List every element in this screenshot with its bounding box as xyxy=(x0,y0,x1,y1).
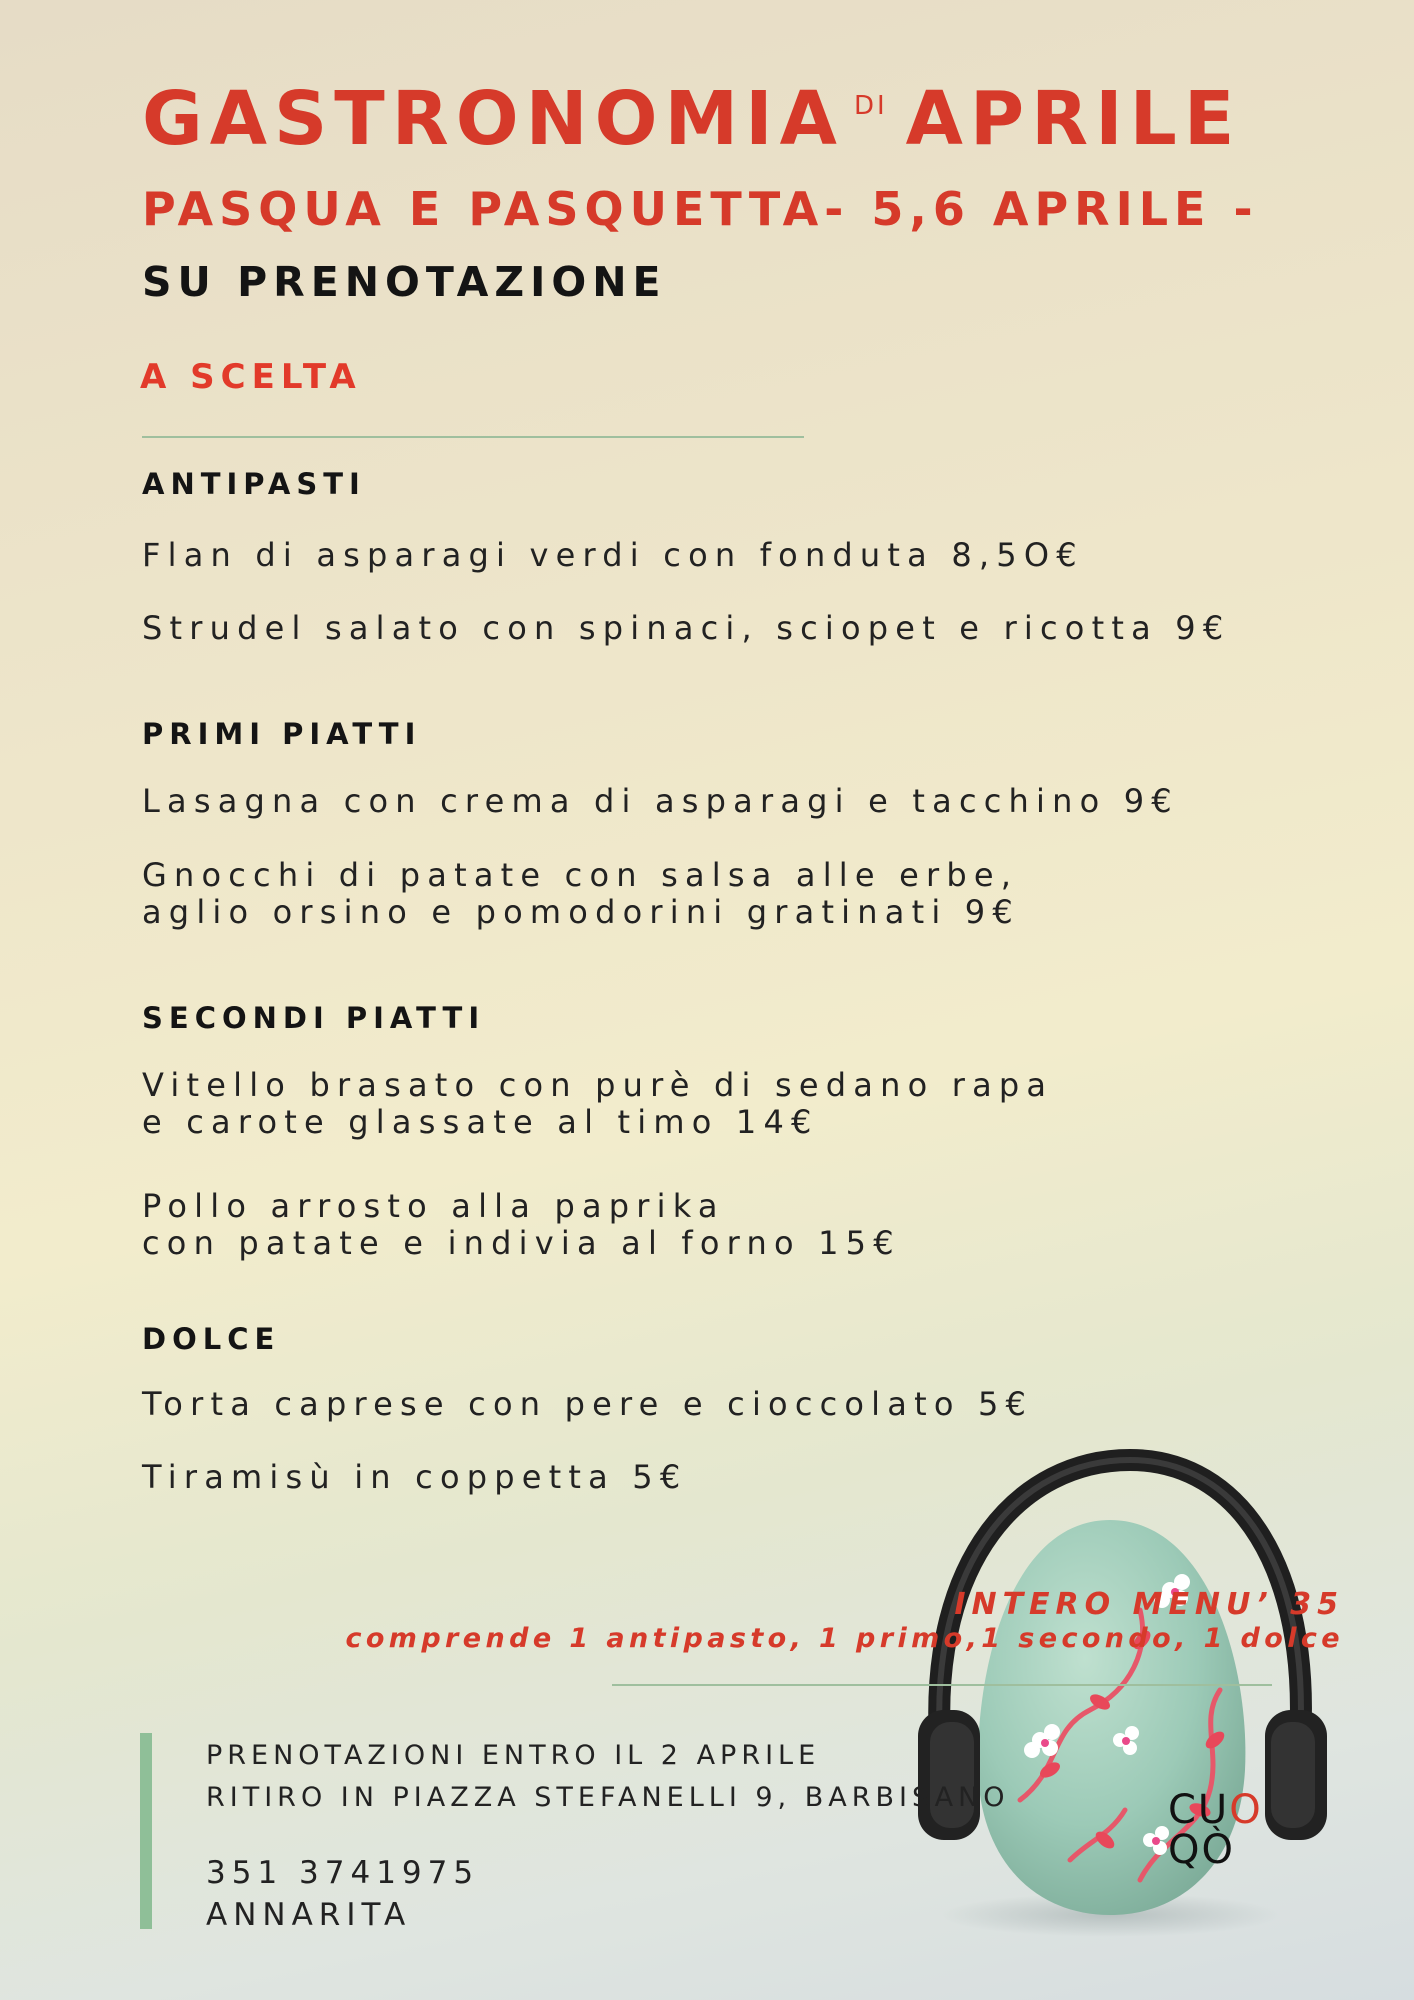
logo-line2: QÒ xyxy=(1168,1827,1235,1873)
choice-label: A SCELTA xyxy=(140,357,362,397)
menu-item-pollo xyxy=(142,1188,901,1262)
logo-line1-text: CU xyxy=(1168,1787,1230,1833)
menu-item-gnocchi-line2: aglio orsino e pomodorini gratinati 9€ xyxy=(142,893,1020,931)
menu-item-gnocchi xyxy=(142,857,1020,931)
pickup-address: RITIRO IN PIAZZA STEFANELLI 9, BARBISANO xyxy=(206,1782,1010,1813)
menu-item-vitello-line1: Vitello brasato con purè di sedano rapa xyxy=(142,1066,1054,1104)
full-menu-price: INTERO MENU’ 35 xyxy=(954,1587,1344,1622)
menu-item-pollo-line1: Pollo arrosto alla paprika xyxy=(142,1187,725,1225)
bottom-divider xyxy=(612,1684,1272,1686)
section-heading-secondi: SECONDI PIATTI xyxy=(142,1001,486,1035)
menu-item-tiramisu: Tiramisù in coppetta 5€ xyxy=(142,1458,688,1496)
subtitle-reservation: SU PRENOTAZIONE xyxy=(142,258,667,306)
info-accent-bar xyxy=(140,1733,152,1929)
menu-item-flan: Flan di asparagi verdi con fonduta 8,5O€ xyxy=(142,536,1084,574)
menu-item-vitello-line2: e carote glassate al timo 14€ xyxy=(142,1103,819,1141)
page-title xyxy=(142,76,1242,162)
menu-item-pollo-line2: con patate e indivia al forno 15€ xyxy=(142,1224,901,1262)
title-word-gastronomia: GASTRONOMIA xyxy=(142,76,844,162)
menu-item-torta-caprese: Torta caprese con pere e cioccolato 5€ xyxy=(142,1385,1034,1423)
title-word-di: DI xyxy=(853,91,888,121)
logo-line1 xyxy=(1168,1787,1263,1833)
menu-item-lasagna: Lasagna con crema di asparagi e tacchino 9€ xyxy=(142,782,1179,820)
menu-item-strudel: Strudel salato con spinaci, sciopet e ricotta 9€ xyxy=(142,609,1231,647)
cuoqo-logo xyxy=(1168,1787,1263,1873)
headphones-egg-illustration xyxy=(900,1440,1340,1940)
booking-deadline: PRENOTAZIONI ENTRO IL 2 APRILE xyxy=(206,1740,821,1771)
section-heading-dolce: DOLCE xyxy=(142,1322,281,1356)
phone-number[interactable]: 351 3741975 xyxy=(206,1855,480,1891)
menu-item-gnocchi-line1: Gnocchi di patate con salsa alle erbe, xyxy=(142,856,1019,894)
section-heading-antipasti: ANTIPASTI xyxy=(142,467,366,501)
subtitle-dates: PASQUA E PASQUETTA- 5,6 APRILE - xyxy=(142,182,1259,236)
contact-name: ANNARITA xyxy=(206,1897,412,1933)
section-heading-primi: PRIMI PIATTI xyxy=(142,717,422,751)
top-divider xyxy=(142,436,804,438)
title-word-aprile: APRILE xyxy=(905,76,1242,162)
menu-item-vitello xyxy=(142,1067,1053,1141)
logo-line1-accent: O xyxy=(1229,1787,1263,1833)
full-menu-description: comprende 1 antipasto, 1 primo,1 secondo, 1 dolce xyxy=(345,1623,1344,1654)
